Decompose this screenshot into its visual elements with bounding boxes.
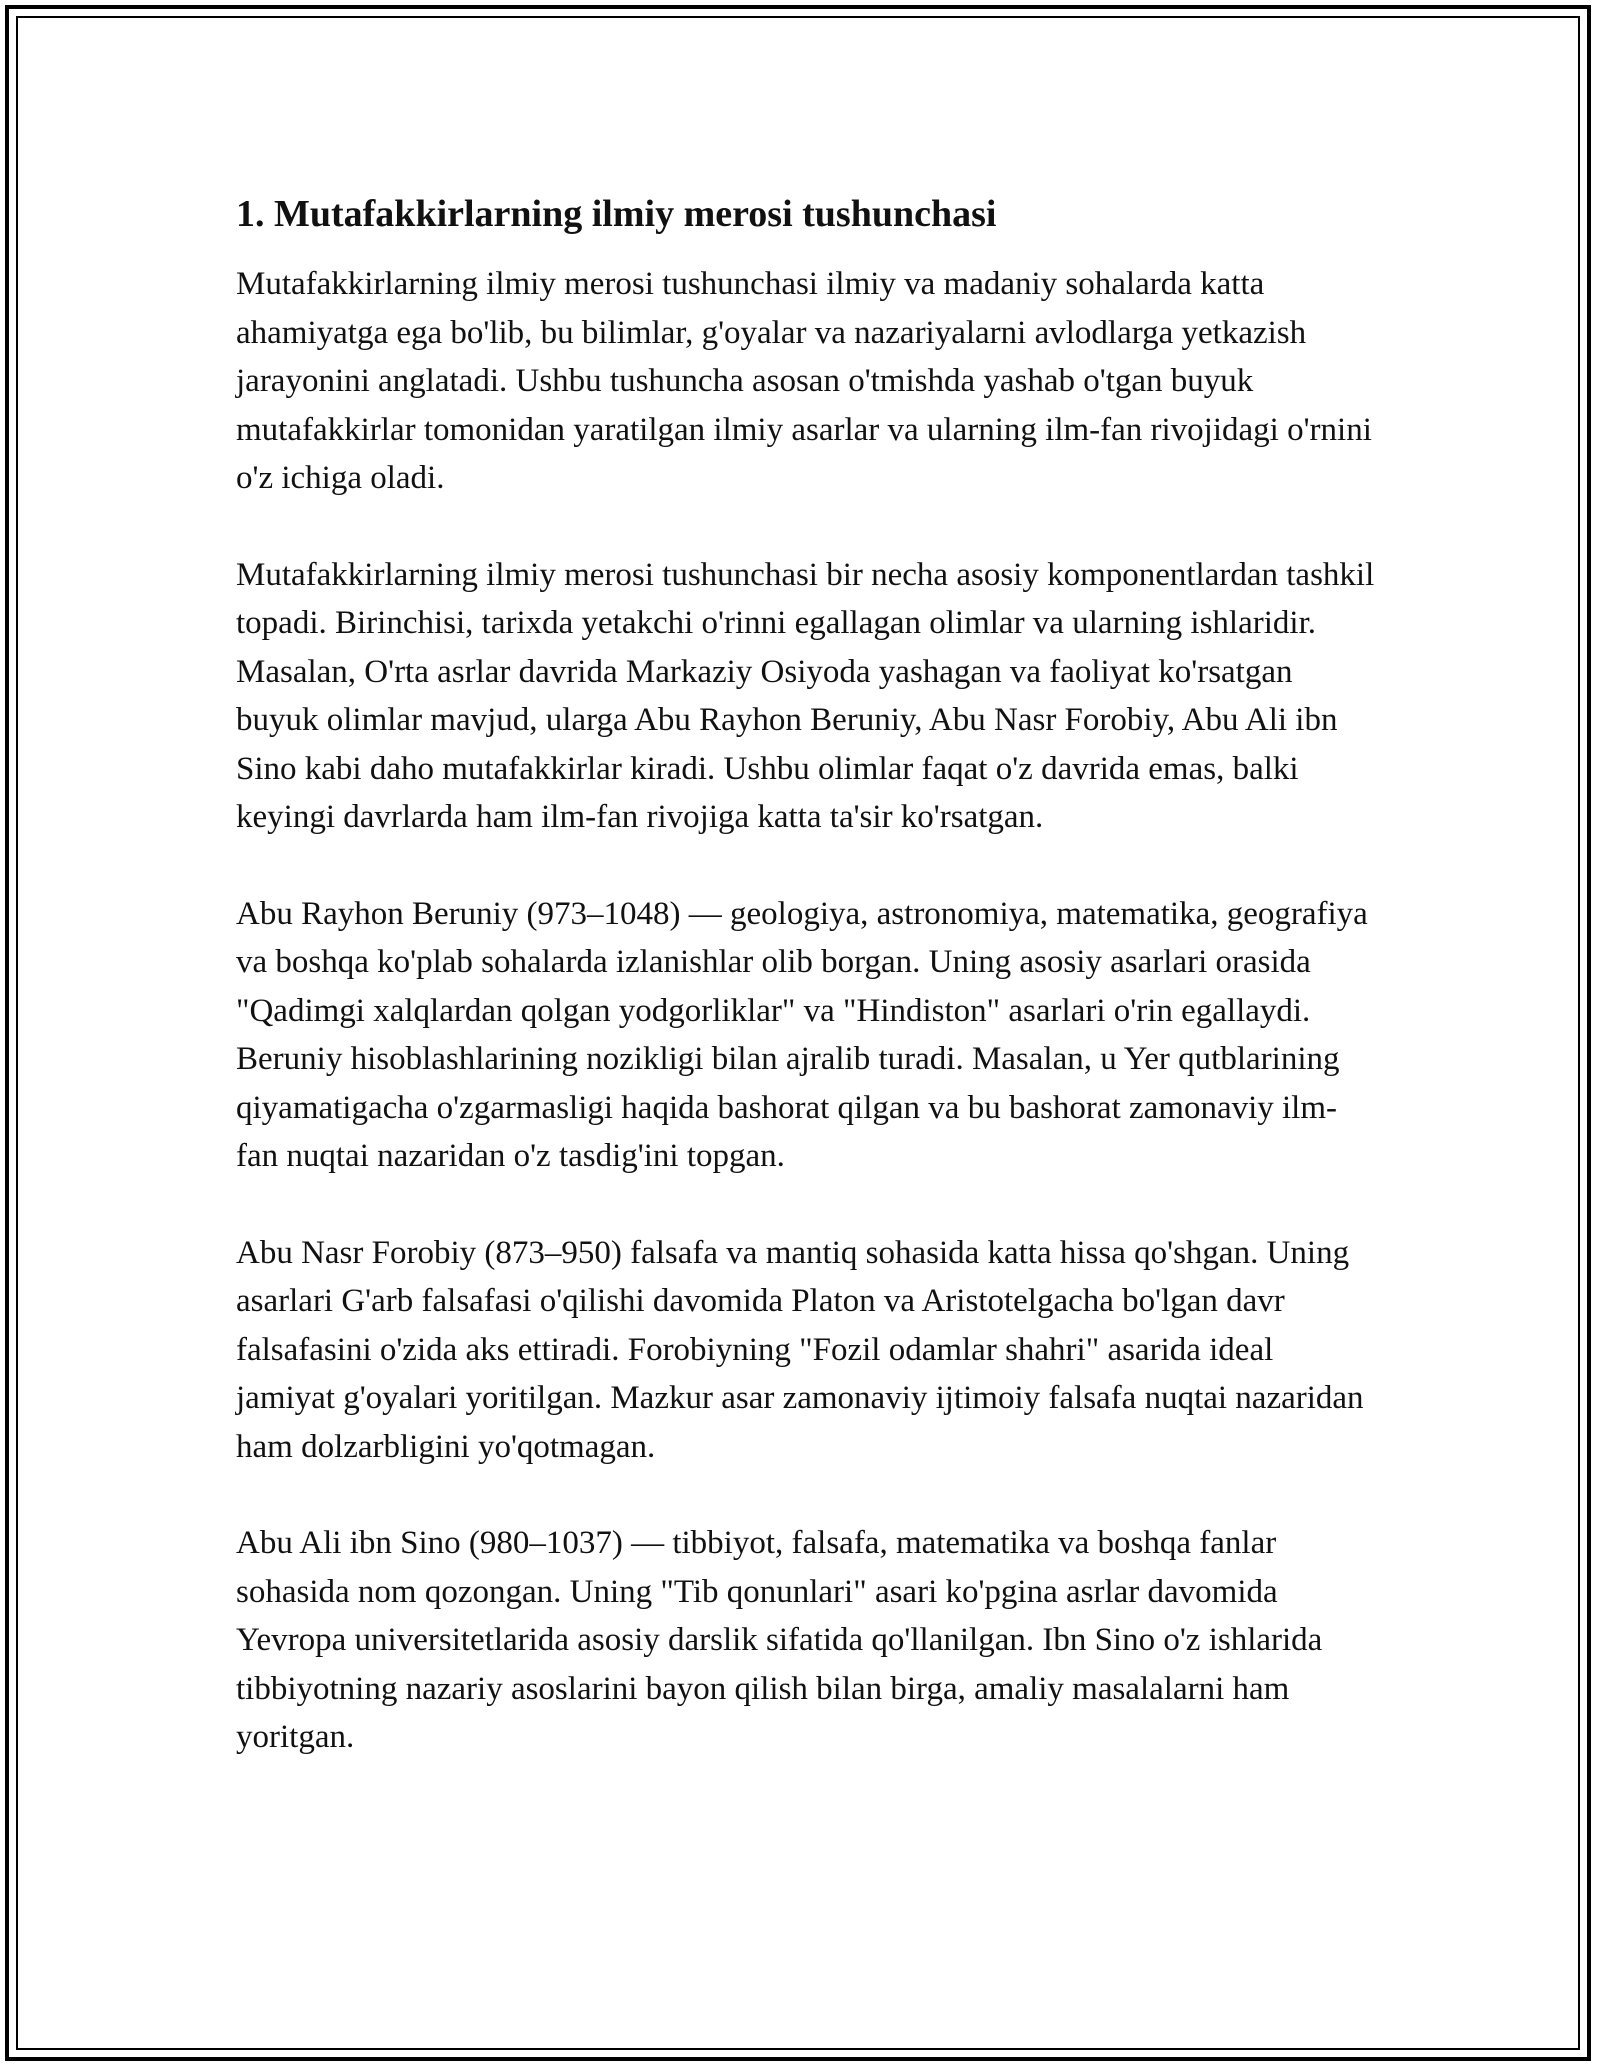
paragraph-components: Mutafakkirlarning ilmiy merosi tushunchasi bir necha asosiy komponentlardan tashkil topadi. Birinchisi, tarixda yetakchi o'rinni egallagan olimlar va ularning ishlaridir. Masalan, O'rta asrlar davrida Markaziy Osiyoda yashagan va faoliyat ko'rsatgan buyuk olimlar mavjud, ularga Abu Rayhon Beruniy, Abu Nasr Forobiy, Abu Ali ibn Sino kabi daho mutafakkirlar kiradi. Ushbu olimlar faqat o'z davrida emas, balki keyingi davrlarda ham ilm-fan rivojiga katta ta'sir ko'rsatgan. [236, 556, 1375, 835]
paragraph-ibn-sino: Abu Ali ibn Sino (980–1037) — tibbiyot, falsafa, matematika va boshqa fanlar sohasida nom qozongan. Uning "Tib qonunlari" asari ko'pgina asrlar davomida Yevropa universitetlarida asosiy darslik sifatida qo'llanilgan. Ibn Sino o'z ishlarida tibbiyotning nazariy asoslarini bayon qilish bilan birga, amaliy masalalarni ham yoritgan. [236, 1525, 1323, 1755]
paragraph-forobiy: Abu Nasr Forobiy (873–950) falsafa va mantiq sohasida katta hissa qo'shgan. Uning asarlari G'arb falsafasi o'qilishi davomida Platon va Aristotelgacha bo'lgan davr falsafasini o'zida aks ettiradi. Forobiyning "Fozil odamlar shahri" asarida ideal jamiyat g'oyalari yoritilgan. Mazkur asar zamonaviy ijtimoiy falsafa nuqtai nazaridan ham dolzarbligini yo'qotmagan. [236, 1234, 1364, 1465]
document-content [236, 188, 1376, 1810]
paragraph-intro: Mutafakkirlarning ilmiy merosi tushunchasi ilmiy va madaniy sohalarda katta ahamiyatga ega bo'lib, bu bilimlar, g'oyalar va nazariyalarni avlodlarga yetkazish jarayonini anglatadi. Ushbu tushuncha asosan o'tmishda yashab o'tgan buyuk mutafakkirlar tomonidan yaratilgan ilmiy asarlar va ularning ilm-fan rivojidagi o'rnini o'z ichiga oladi. [236, 266, 1372, 496]
paragraph-beruniy: Abu Rayhon Beruniy (973–1048) — geologiya, astronomiya, matematika, geografiya va boshqa ko'plab sohalarda izlanishlar olib borgan. Uning asosiy asarlari orasida "Qadimgi xalqlardan qolgan yodgorliklar" va "Hindiston" asarlari o'rin egallaydi. Beruniy hisoblashlarining nozikligi bilan ajralib turadi. Masalan, u Yer qutblarining qiyamatigacha o'zgarmasligi haqida bashorat qilgan va bu bashorat zamonaviy ilm-fan nuqtai nazaridan o'z tasdig'ini topgan. [236, 895, 1368, 1174]
section-heading: 1. Mutafakkirlarning ilmiy merosi tushunchasi [236, 193, 997, 235]
